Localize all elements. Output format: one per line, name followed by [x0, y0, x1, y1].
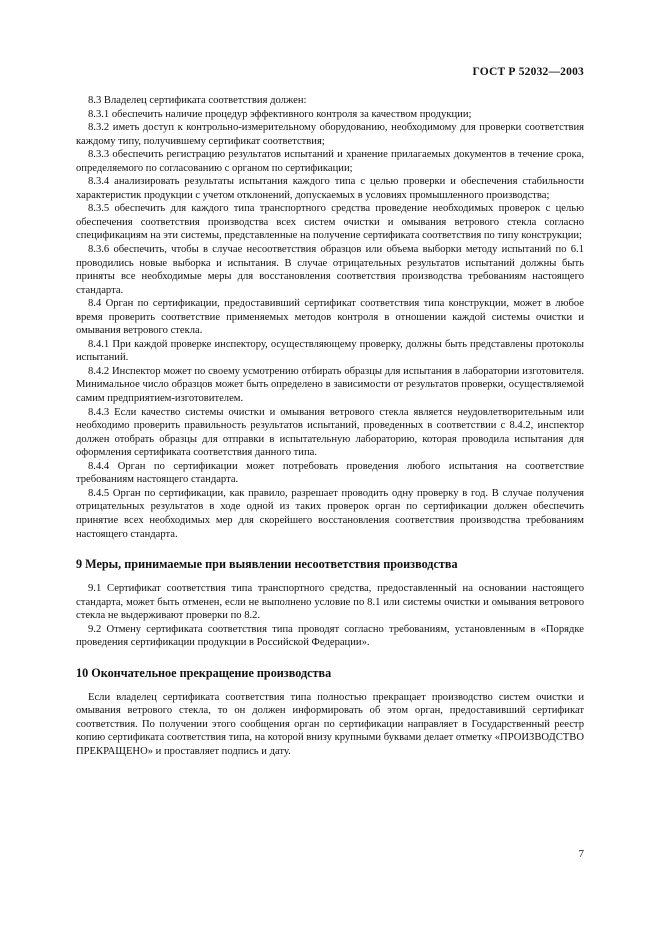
paragraph-8-3-3: 8.3.3 обеспечить регистрацию результатов испытаний и хранение прилагаемых документов в течение срока, определяемого по согласованию с органом по сертификации;	[76, 149, 584, 174]
paragraph-8-3-4: 8.3.4 анализировать результаты испытания каждого типа с целью проверки и обеспечения стабильности характеристик продукции с учетом отклонений, допускаемых в условиях промышленного производства;	[76, 176, 584, 201]
paragraph-8-3: 8.3 Владелец сертификата соответствия должен:	[88, 95, 307, 106]
paragraph-8-3-5: 8.3.5 обеспечить для каждого типа транспортного средства проведение необходимых проверок с целью обеспечения соответствия производства всех систем очистки и омывания ветрового стекла согласно спецификациям на эти системы, представленные на получение сертификата соответствия по типу конструкции;	[76, 203, 584, 242]
paragraph-8-4-2: 8.4.2 Инспектор может по своему усмотрению отбирать образцы для испытания в лаборатории изготовителя. Минимальное число образцов может быть определено в зависимости от результатов проверки, осуществляемой самим предприятием-изготовителем.	[76, 365, 584, 405]
page-number: 7	[578, 848, 584, 860]
paragraph-8-4: 8.4 Орган по сертификации, предоставивший сертификат соответствия типа конструкции, может в любое время проверить соответствие применяемых методов контроля в отношении каждой системы очистки и омывания ветрового стекла.	[76, 298, 584, 337]
document-code: ГОСТ Р 52032—2003	[472, 66, 584, 78]
paragraph-8-4-5: 8.4.5 Орган по сертификации, как правило, разрешает проводить одну проверку в год. В случае получения отрицательных результатов в ходе одной из таких проверок орган по сертификации должен обеспечить принятие всех необходимых мер для скорейшего восстановления соответствия производства требованиям настоящего стандарта.	[76, 487, 584, 540]
paragraph-8-4-3: 8.4.3 Если качество системы очистки и омывания ветрового стекла является неудовлетворительным или необходимо проверить правильность результатов испытаний, проведенных в соответствии с 8.4.2, инспектор должен отобрать образцы для отправки в испытательную лабораторию, которая проводила испытания для оформления сертификата соответствия данного типа.	[76, 406, 584, 459]
paragraph-9-2: 9.2 Отмену сертификата соответствия типа проводят согласно требованиям, установленным в «Порядке проведения сертификации продукции в Российской Федерации».	[76, 623, 584, 649]
paragraph-9-1: 9.1 Сертификат соответствия типа транспортного средства, предоставленный на основании настоящего стандарта, может быть отменен, если не выполнено условие по 8.1 или системы очистки и омывания ветрового стекла не выдерживают проверки по 8.2.	[76, 583, 584, 622]
paragraph-8-3-2: 8.3.2 иметь доступ к контрольно-измерительному оборудованию, необходимому для проверки соответствия каждому типу, получившему сертификат соответствия;	[76, 122, 584, 147]
paragraph-8-4-4: 8.4.4 Орган по сертификации может потребовать проведения любого испытания на соответствие требованиям настоящего стандарта.	[76, 460, 584, 486]
document-body	[76, 94, 584, 759]
paragraph-8-4-1: 8.4.1 При каждой проверке инспектору, осуществляющему проверку, должны быть представлены протоколы испытаний.	[76, 338, 584, 364]
paragraph-8-3-6: 8.3.6 обеспечить, чтобы в случае несоответствия образцов или объема выборки методу испытаний по 6.1 проводились новые выборка и испытания. В случае отрицательных результатов испытаний должны быть приняты все необходимые меры для восстановления соответствия производства требованиям настоящего стандарта.	[76, 244, 584, 296]
section-9-heading: 9 Меры, принимаемые при выявлении несоответствия производства	[76, 557, 458, 572]
section-10-heading: 10 Окончательное прекращение производства	[76, 665, 332, 680]
paragraph-8-3-1: 8.3.1 обеспечить наличие процедур эффективного контроля за качеством продукции;	[88, 108, 472, 120]
paragraph-10: Если владелец сертификата соответствия типа полностью прекращает производство систем очистки и омывания ветрового стекла, то он должен информировать об этом орган, предоставивший сертификат соответствия. По получении этого сообщения орган по сертификации направляет в Государственный реестр копию сертификата соответствия типа, на которой внизу крупными буквами делает отметку «ПРОИЗВОДСТВО ПРЕКРАЩЕНО» и проставляет подпись и дату.	[76, 691, 584, 757]
